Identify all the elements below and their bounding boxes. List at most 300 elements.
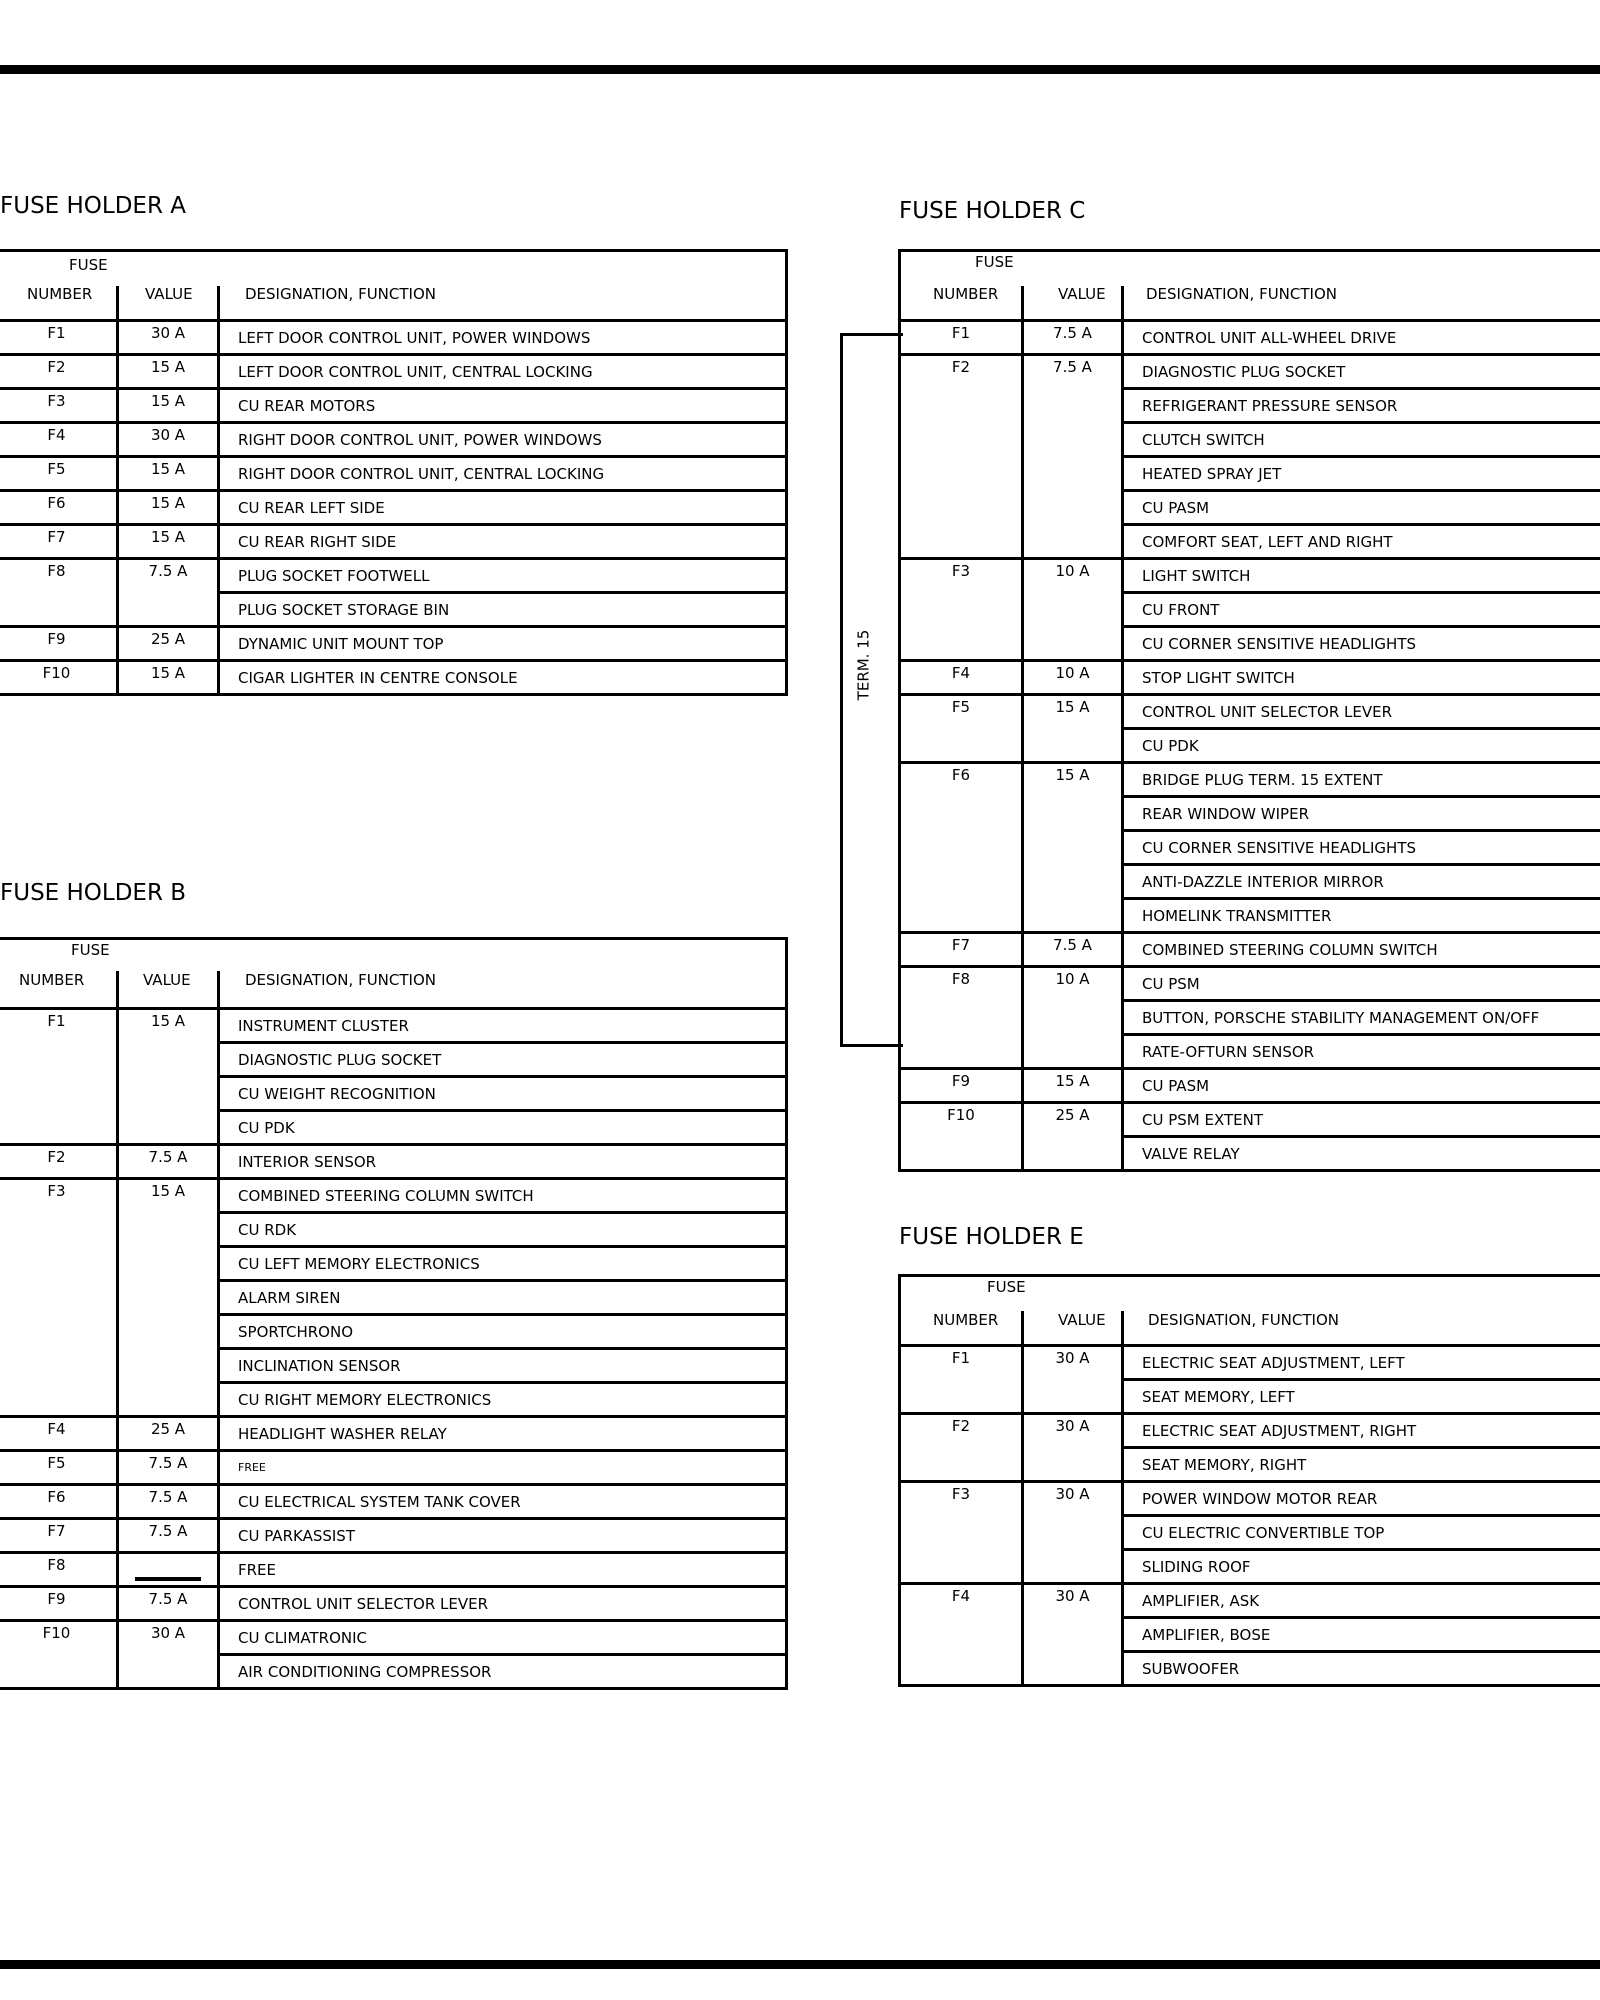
fuse-designation-cell (220, 424, 785, 458)
fuse-holder-a-fuse-row (0, 560, 785, 628)
fuse-holder-e-header (901, 1277, 1600, 1347)
fuse-designation-cell (220, 526, 785, 560)
fuse-number-cell (0, 1486, 116, 1520)
fuse-function: FREE (220, 1554, 785, 1588)
fuse-number-cell (901, 1070, 1021, 1104)
fuse-number-cell (0, 1520, 116, 1554)
column-separator (1121, 662, 1124, 696)
column-separator (217, 560, 220, 628)
fuse-number-cell (0, 458, 116, 492)
fuse-value: 15 A (150, 460, 186, 478)
fuse-number: F10 (947, 1106, 975, 1124)
fuse-value: 15 A (1055, 766, 1090, 784)
fuse-holder-c-fuse-row (901, 934, 1600, 968)
fuse-value: 7.5 A (148, 1488, 188, 1506)
fuse-number: F5 (47, 460, 66, 478)
fuse-number: F2 (47, 1148, 66, 1166)
column-separator (1121, 764, 1124, 934)
fuse-designation-cell (220, 628, 785, 662)
row-divider (1024, 1169, 1121, 1172)
fuse-value-cell (1024, 662, 1121, 696)
fuse-number-cell (0, 1622, 116, 1690)
fuse-value: 10 A (1055, 970, 1090, 988)
row-divider (0, 1687, 116, 1690)
fuse-value: 30 A (150, 324, 186, 342)
fuse-number: F5 (951, 698, 971, 716)
fuse-designation-cell (220, 560, 785, 628)
fuse-holder-b-table (0, 937, 788, 1690)
fuse-designation-cell (220, 1520, 785, 1554)
fuse-designation-cell (1124, 356, 1600, 560)
fuse-holder-a-fuse-row (0, 662, 785, 696)
fuse-value: 7.5 A (148, 562, 188, 580)
fuse-function: SEAT MEMORY, RIGHT (1124, 1449, 1600, 1483)
fuse-value: 30 A (1055, 1587, 1090, 1605)
fuse-value-cell (119, 1146, 217, 1180)
column-separator (217, 1486, 220, 1520)
bottom-border-rule (0, 1960, 1600, 1969)
fuse-number-cell (0, 1418, 116, 1452)
fuse-number-cell (0, 662, 116, 696)
fuse-number: F6 (47, 494, 66, 512)
fuse-value-cell (1024, 1483, 1121, 1585)
fuse-holder-c-fuse-row (901, 1104, 1600, 1172)
fuse-function: RIGHT DOOR CONTROL UNIT, POWER WINDOWS (220, 424, 785, 458)
fuse-value-cell (119, 628, 217, 662)
fuse-holder-b-fuse-row (0, 1588, 785, 1622)
fuse-function: CU CORNER SENSITIVE HEADLIGHTS (1124, 832, 1600, 866)
fuse-designation-cell (220, 390, 785, 424)
fuse-holder-a-fuse-row (0, 526, 785, 560)
fuse-designation-cell (220, 1622, 785, 1690)
fuse-number-cell (901, 1483, 1021, 1585)
fuse-function: LIGHT SWITCH (1124, 560, 1600, 594)
fuse-number: F3 (951, 1485, 971, 1503)
fuse-designation-cell (220, 1418, 785, 1452)
fuse-holder-a-fuse-row (0, 322, 785, 356)
fuse-value-cell (119, 662, 217, 696)
fuse-designation-cell (1124, 764, 1600, 934)
fuse-value: 7.5 A (148, 1590, 188, 1608)
fuse-function: CU ELECTRIC CONVERTIBLE TOP (1124, 1517, 1600, 1551)
fuse-number-cell (0, 628, 116, 662)
fuse-function: CU REAR MOTORS (220, 390, 785, 424)
fuse-value: 15 A (150, 392, 186, 410)
fuse-value: 15 A (1055, 1072, 1090, 1090)
fuse-function: HEADLIGHT WASHER RELAY (220, 1418, 785, 1452)
fuse-designation-cell (1124, 1415, 1600, 1483)
fuse-number-cell (0, 424, 116, 458)
fuse-function: AIR CONDITIONING COMPRESSOR (220, 1656, 785, 1690)
fuse-function: CU RDK (220, 1214, 785, 1248)
fuse-function: INTERIOR SENSOR (220, 1146, 785, 1180)
fuse-number-cell (901, 1415, 1021, 1483)
fuse-number: F3 (47, 392, 66, 410)
fuse-holder-b-fuse-row (0, 1520, 785, 1554)
fuse-value: 15 A (150, 494, 186, 512)
fuse-holder-c-fuse-row (901, 560, 1600, 662)
fuse-value-cell (1024, 1415, 1121, 1483)
fuse-number: F9 (47, 630, 66, 648)
fuse-function: CONTROL UNIT ALL-WHEEL DRIVE (1124, 322, 1600, 356)
fuse-function: DIAGNOSTIC PLUG SOCKET (220, 1044, 785, 1078)
fuse-designation-cell (220, 1486, 785, 1520)
fuse-holder-a-fuse-row (0, 424, 785, 458)
fuse-holder-b-fuse-row (0, 1180, 785, 1418)
fuse-function: SUBWOOFER (1124, 1653, 1600, 1687)
fuse-value-cell (1024, 1585, 1121, 1687)
fuse-function: CU PDK (220, 1112, 785, 1146)
fuse-function: DYNAMIC UNIT MOUNT TOP (220, 628, 785, 662)
fuse-value-cell (1024, 1347, 1121, 1415)
fuse-function: CU REAR RIGHT SIDE (220, 526, 785, 560)
fuse-holder-b-fuse-row (0, 1452, 785, 1486)
fuse-number-cell (901, 1104, 1021, 1172)
fuse-holder-b-fuse-row (0, 1486, 785, 1520)
fuse-function: CU CORNER SENSITIVE HEADLIGHTS (1124, 628, 1600, 662)
fuse-value: 15 A (150, 528, 186, 546)
fuse-designation-cell (220, 1146, 785, 1180)
fuse-value: 10 A (1055, 664, 1090, 682)
fuse-value-cell (119, 1588, 217, 1622)
fuse-number-cell (0, 1554, 116, 1588)
fuse-holder-b-fuse-row (0, 1554, 785, 1588)
fuse-designation-cell (1124, 968, 1600, 1070)
fuse-number-cell (901, 662, 1021, 696)
column-separator (217, 662, 220, 696)
fuse-number: F10 (42, 1624, 71, 1642)
fuse-value: 7.5 A (148, 1148, 188, 1166)
fuse-function: STOP LIGHT SWITCH (1124, 662, 1600, 696)
column-separator (1121, 1104, 1124, 1172)
column-separator (1121, 696, 1124, 764)
fuse-holder-e-title: FUSE HOLDER E (899, 1224, 1084, 1250)
fuse-value: 10 A (1055, 562, 1090, 580)
fuse-number-cell (901, 1347, 1021, 1415)
fuse-designation-cell (220, 492, 785, 526)
column-separator (217, 1180, 220, 1418)
fuse-function: CONTROL UNIT SELECTOR LEVER (220, 1588, 785, 1622)
column-separator (1121, 356, 1124, 560)
fuse-number: F8 (47, 562, 66, 580)
fuse-holder-a-header-separator-2 (217, 286, 220, 319)
fuse-value: 30 A (1055, 1417, 1090, 1435)
fuse-value: 7.5 A (148, 1522, 188, 1540)
fuse-holder-a-table (0, 249, 788, 696)
fuse-holder-a-header-value: VALUE (145, 285, 193, 303)
fuse-holder-b-header-separator-1 (116, 971, 119, 1007)
fuse-function: ELECTRIC SEAT ADJUSTMENT, RIGHT (1124, 1415, 1600, 1449)
fuse-value-cell (119, 390, 217, 424)
column-separator (1121, 1415, 1124, 1483)
column-separator (217, 1452, 220, 1486)
fuse-holder-b-fuse-row (0, 1418, 785, 1452)
fuse-number: F4 (47, 426, 66, 444)
fuse-holder-c-fuse-row (901, 968, 1600, 1070)
fuse-function: SLIDING ROOF (1124, 1551, 1600, 1585)
fuse-holder-b-title: FUSE HOLDER B (0, 880, 187, 906)
fuse-holder-c-table (898, 249, 1600, 1172)
fuse-value: 15 A (1055, 698, 1090, 716)
fuse-number-cell (0, 356, 116, 390)
fuse-designation-cell (1124, 1070, 1600, 1104)
fuse-holder-c-header-separator-2 (1121, 286, 1124, 319)
fuse-holder-a-header (0, 252, 785, 322)
fuse-function: HOMELINK TRANSMITTER (1124, 900, 1600, 934)
fuse-value-cell (119, 1010, 217, 1146)
fuse-number: F2 (951, 358, 971, 376)
fuse-value-cell (1024, 322, 1121, 356)
column-separator (217, 424, 220, 458)
fuse-function: AMPLIFIER, ASK (1124, 1585, 1600, 1619)
fuse-number-cell (0, 390, 116, 424)
fuse-value: 7.5 A (148, 1454, 188, 1472)
fuse-holder-a-title: FUSE HOLDER A (0, 193, 186, 219)
fuse-function: BUTTON, PORSCHE STABILITY MANAGEMENT ON/OFF (1124, 1002, 1600, 1036)
fuse-designation-cell (220, 1554, 785, 1588)
fuse-number: F8 (951, 970, 971, 988)
fuse-number-cell (901, 356, 1021, 560)
fuse-holder-a-header-designation: DESIGNATION, FUNCTION (245, 285, 436, 303)
fuse-holder-c-header-value: VALUE (1058, 285, 1106, 303)
fuse-function: CU WEIGHT RECOGNITION (220, 1078, 785, 1112)
column-separator (217, 1588, 220, 1622)
column-separator (1121, 322, 1124, 356)
fuse-value: 7.5 A (1053, 358, 1092, 376)
fuse-function: CU CLIMATRONIC (220, 1622, 785, 1656)
fuse-holder-a-fuse-row (0, 390, 785, 424)
column-separator (1121, 1585, 1124, 1687)
column-separator (1121, 560, 1124, 662)
fuse-holder-b-header-number: NUMBER (19, 971, 85, 989)
fuse-number: F2 (47, 358, 66, 376)
fuse-number-cell (901, 1585, 1021, 1687)
fuse-holder-c-header (901, 252, 1600, 322)
fuse-value: 30 A (1055, 1485, 1090, 1503)
term-15-label: TERM. 15 (854, 629, 873, 701)
fuse-holder-c-fuse-row (901, 764, 1600, 934)
fuse-value: 7.5 A (1053, 936, 1092, 954)
fuse-function: INCLINATION SENSOR (220, 1350, 785, 1384)
fuse-number: F4 (47, 1420, 66, 1438)
fuse-function: ALARM SIREN (220, 1282, 785, 1316)
row-divider (901, 1169, 1021, 1172)
fuse-holder-a-fuse-row (0, 356, 785, 390)
fuse-number-cell (0, 322, 116, 356)
fuse-holder-c-fuse-row (901, 322, 1600, 356)
fuse-holder-c-header-separator-1 (1021, 286, 1024, 319)
fuse-holder-a-header-separator-1 (116, 286, 119, 319)
fuse-value-cell (1024, 764, 1121, 934)
fuse-number: F7 (47, 1522, 66, 1540)
fuse-holder-a-fuse-row (0, 458, 785, 492)
fuse-holder-e-header-fuse: FUSE (987, 1278, 1026, 1296)
fuse-designation-cell (1124, 1483, 1600, 1585)
fuse-value: 25 A (150, 1420, 186, 1438)
fuse-number: F9 (47, 1590, 66, 1608)
fuse-number-cell (0, 1452, 116, 1486)
fuse-designation-cell (1124, 934, 1600, 968)
fuse-number: F4 (951, 1587, 971, 1605)
fuse-function: COMBINED STEERING COLUMN SWITCH (1124, 934, 1600, 968)
fuse-value-cell (119, 492, 217, 526)
fuse-function: CU LEFT MEMORY ELECTRONICS (220, 1248, 785, 1282)
fuse-value-cell (119, 1180, 217, 1418)
no-value-dash (135, 1577, 201, 1581)
fuse-holder-c-header-designation: DESIGNATION, FUNCTION (1146, 285, 1337, 303)
fuse-designation-cell (220, 356, 785, 390)
fuse-function: DIAGNOSTIC PLUG SOCKET (1124, 356, 1600, 390)
fuse-designation-cell (1124, 662, 1600, 696)
fuse-value-cell (1024, 356, 1121, 560)
fuse-value: 25 A (1055, 1106, 1090, 1124)
fuse-number-cell (901, 322, 1021, 356)
fuse-holder-c-fuse-row (901, 356, 1600, 560)
fuse-value-cell (119, 424, 217, 458)
fuse-value-cell (1024, 934, 1121, 968)
fuse-value-cell (119, 1486, 217, 1520)
fuse-number: F3 (951, 562, 971, 580)
fuse-function: SPORTCHRONO (220, 1316, 785, 1350)
fuse-function: SEAT MEMORY, LEFT (1124, 1381, 1600, 1415)
column-separator (217, 492, 220, 526)
fuse-holder-c-header-fuse: FUSE (975, 253, 1014, 271)
fuse-value-cell (1024, 1104, 1121, 1172)
column-separator (217, 1520, 220, 1554)
fuse-value-cell (1024, 968, 1121, 1070)
fuse-function: RIGHT DOOR CONTROL UNIT, CENTRAL LOCKING (220, 458, 785, 492)
fuse-designation-cell (220, 1588, 785, 1622)
fuse-function: REAR WINDOW WIPER (1124, 798, 1600, 832)
fuse-holder-e-fuse-row (901, 1585, 1600, 1687)
column-separator (217, 458, 220, 492)
fuse-value: 15 A (150, 664, 186, 682)
fuse-function: CLUTCH SWITCH (1124, 424, 1600, 458)
fuse-number: F6 (47, 1488, 66, 1506)
fuse-function: LEFT DOOR CONTROL UNIT, POWER WINDOWS (220, 322, 785, 356)
fuse-number-cell (901, 764, 1021, 934)
fuse-function: CU PASM (1124, 1070, 1600, 1104)
fuse-function: CU PDK (1124, 730, 1600, 764)
fuse-value-cell (119, 356, 217, 390)
fuse-holder-e-fuse-row (901, 1483, 1600, 1585)
fuse-value-cell (119, 1452, 217, 1486)
fuse-value: 15 A (150, 358, 186, 376)
fuse-function: INSTRUMENT CLUSTER (220, 1010, 785, 1044)
fuse-number-cell (901, 560, 1021, 662)
fuse-number: F6 (951, 766, 971, 784)
fuse-designation-cell (220, 662, 785, 696)
fuse-holder-e-header-number: NUMBER (933, 1311, 999, 1329)
fuse-holder-b-header (0, 940, 785, 1010)
fuse-holder-c-fuse-row (901, 662, 1600, 696)
fuse-value-cell (119, 560, 217, 628)
fuse-value: 15 A (150, 1012, 186, 1030)
fuse-value: 30 A (1055, 1349, 1090, 1367)
fuse-function: REFRIGERANT PRESSURE SENSOR (1124, 390, 1600, 424)
fuse-function: AMPLIFIER, BOSE (1124, 1619, 1600, 1653)
fuse-number-cell (0, 526, 116, 560)
column-separator (217, 322, 220, 356)
fuse-value-cell (119, 1554, 217, 1588)
fuse-function: CU PASM (1124, 492, 1600, 526)
fuse-value: 7.5 A (1053, 324, 1092, 342)
fuse-number: F3 (47, 1182, 66, 1200)
fuse-number-cell (901, 968, 1021, 1070)
fuse-value: 30 A (150, 426, 186, 444)
fuse-holder-b-header-separator-2 (217, 971, 220, 1007)
fuse-holder-a-fuse-row (0, 492, 785, 526)
fuse-designation-cell (220, 1180, 785, 1418)
fuse-number: F4 (951, 664, 971, 682)
top-border-rule (0, 65, 1600, 74)
fuse-number: F10 (42, 664, 71, 682)
fuse-holder-e-header-value: VALUE (1058, 1311, 1106, 1329)
fuse-holder-a-fuse-row (0, 628, 785, 662)
fuse-function: CONTROL UNIT SELECTOR LEVER (1124, 696, 1600, 730)
column-separator (1121, 934, 1124, 968)
fuse-designation-cell (220, 458, 785, 492)
fuse-number: F2 (951, 1417, 971, 1435)
fuse-holder-b-header-designation: DESIGNATION, FUNCTION (245, 971, 436, 989)
fuse-function: COMBINED STEERING COLUMN SWITCH (220, 1180, 785, 1214)
fuse-holder-b-header-fuse: FUSE (71, 941, 110, 959)
fuse-number-cell (0, 1146, 116, 1180)
fuse-value-cell (119, 1418, 217, 1452)
fuse-value-cell (1024, 696, 1121, 764)
fuse-designation-cell (1124, 322, 1600, 356)
fuse-value-cell (119, 1520, 217, 1554)
fuse-holder-c-fuse-row (901, 1070, 1600, 1104)
fuse-function: COMFORT SEAT, LEFT AND RIGHT (1124, 526, 1600, 560)
fuse-function: FREE (220, 1452, 785, 1486)
fuse-designation-cell (1124, 1347, 1600, 1415)
row-divider (119, 1687, 217, 1690)
fuse-designation-cell (220, 1010, 785, 1146)
fuse-designation-cell (1124, 1585, 1600, 1687)
fuse-holder-b-fuse-row (0, 1146, 785, 1180)
fuse-number-cell (901, 696, 1021, 764)
fuse-value-cell (119, 458, 217, 492)
fuse-holder-e-header-separator-1 (1021, 1311, 1024, 1344)
fuse-number-cell (0, 560, 116, 628)
column-separator (217, 390, 220, 424)
fuse-holder-c-header-number: NUMBER (933, 285, 999, 303)
fuse-value-cell (119, 1622, 217, 1690)
fuse-function: CU FRONT (1124, 594, 1600, 628)
fuse-designation-cell (1124, 560, 1600, 662)
fuse-function: HEATED SPRAY JET (1124, 458, 1600, 492)
fuse-function: CU RIGHT MEMORY ELECTRONICS (220, 1384, 785, 1418)
fuse-value-cell (119, 322, 217, 356)
fuse-number: F5 (47, 1454, 66, 1472)
fuse-number-cell (901, 934, 1021, 968)
fuse-designation-cell (1124, 696, 1600, 764)
fuse-number-cell (0, 1588, 116, 1622)
fuse-number: F1 (47, 324, 66, 342)
fuse-number: F1 (47, 1012, 66, 1030)
fuse-holder-e-fuse-row (901, 1347, 1600, 1415)
fuse-value: 30 A (150, 1624, 186, 1642)
fuse-function: ANTI-DAZZLE INTERIOR MIRROR (1124, 866, 1600, 900)
fuse-holder-b-fuse-row (0, 1010, 785, 1146)
fuse-designation-cell (220, 322, 785, 356)
fuse-number: F7 (47, 528, 66, 546)
column-separator (1121, 1483, 1124, 1585)
fuse-function: PLUG SOCKET FOOTWELL (220, 560, 785, 594)
fuse-number-cell (0, 1180, 116, 1418)
column-separator (1121, 1347, 1124, 1415)
